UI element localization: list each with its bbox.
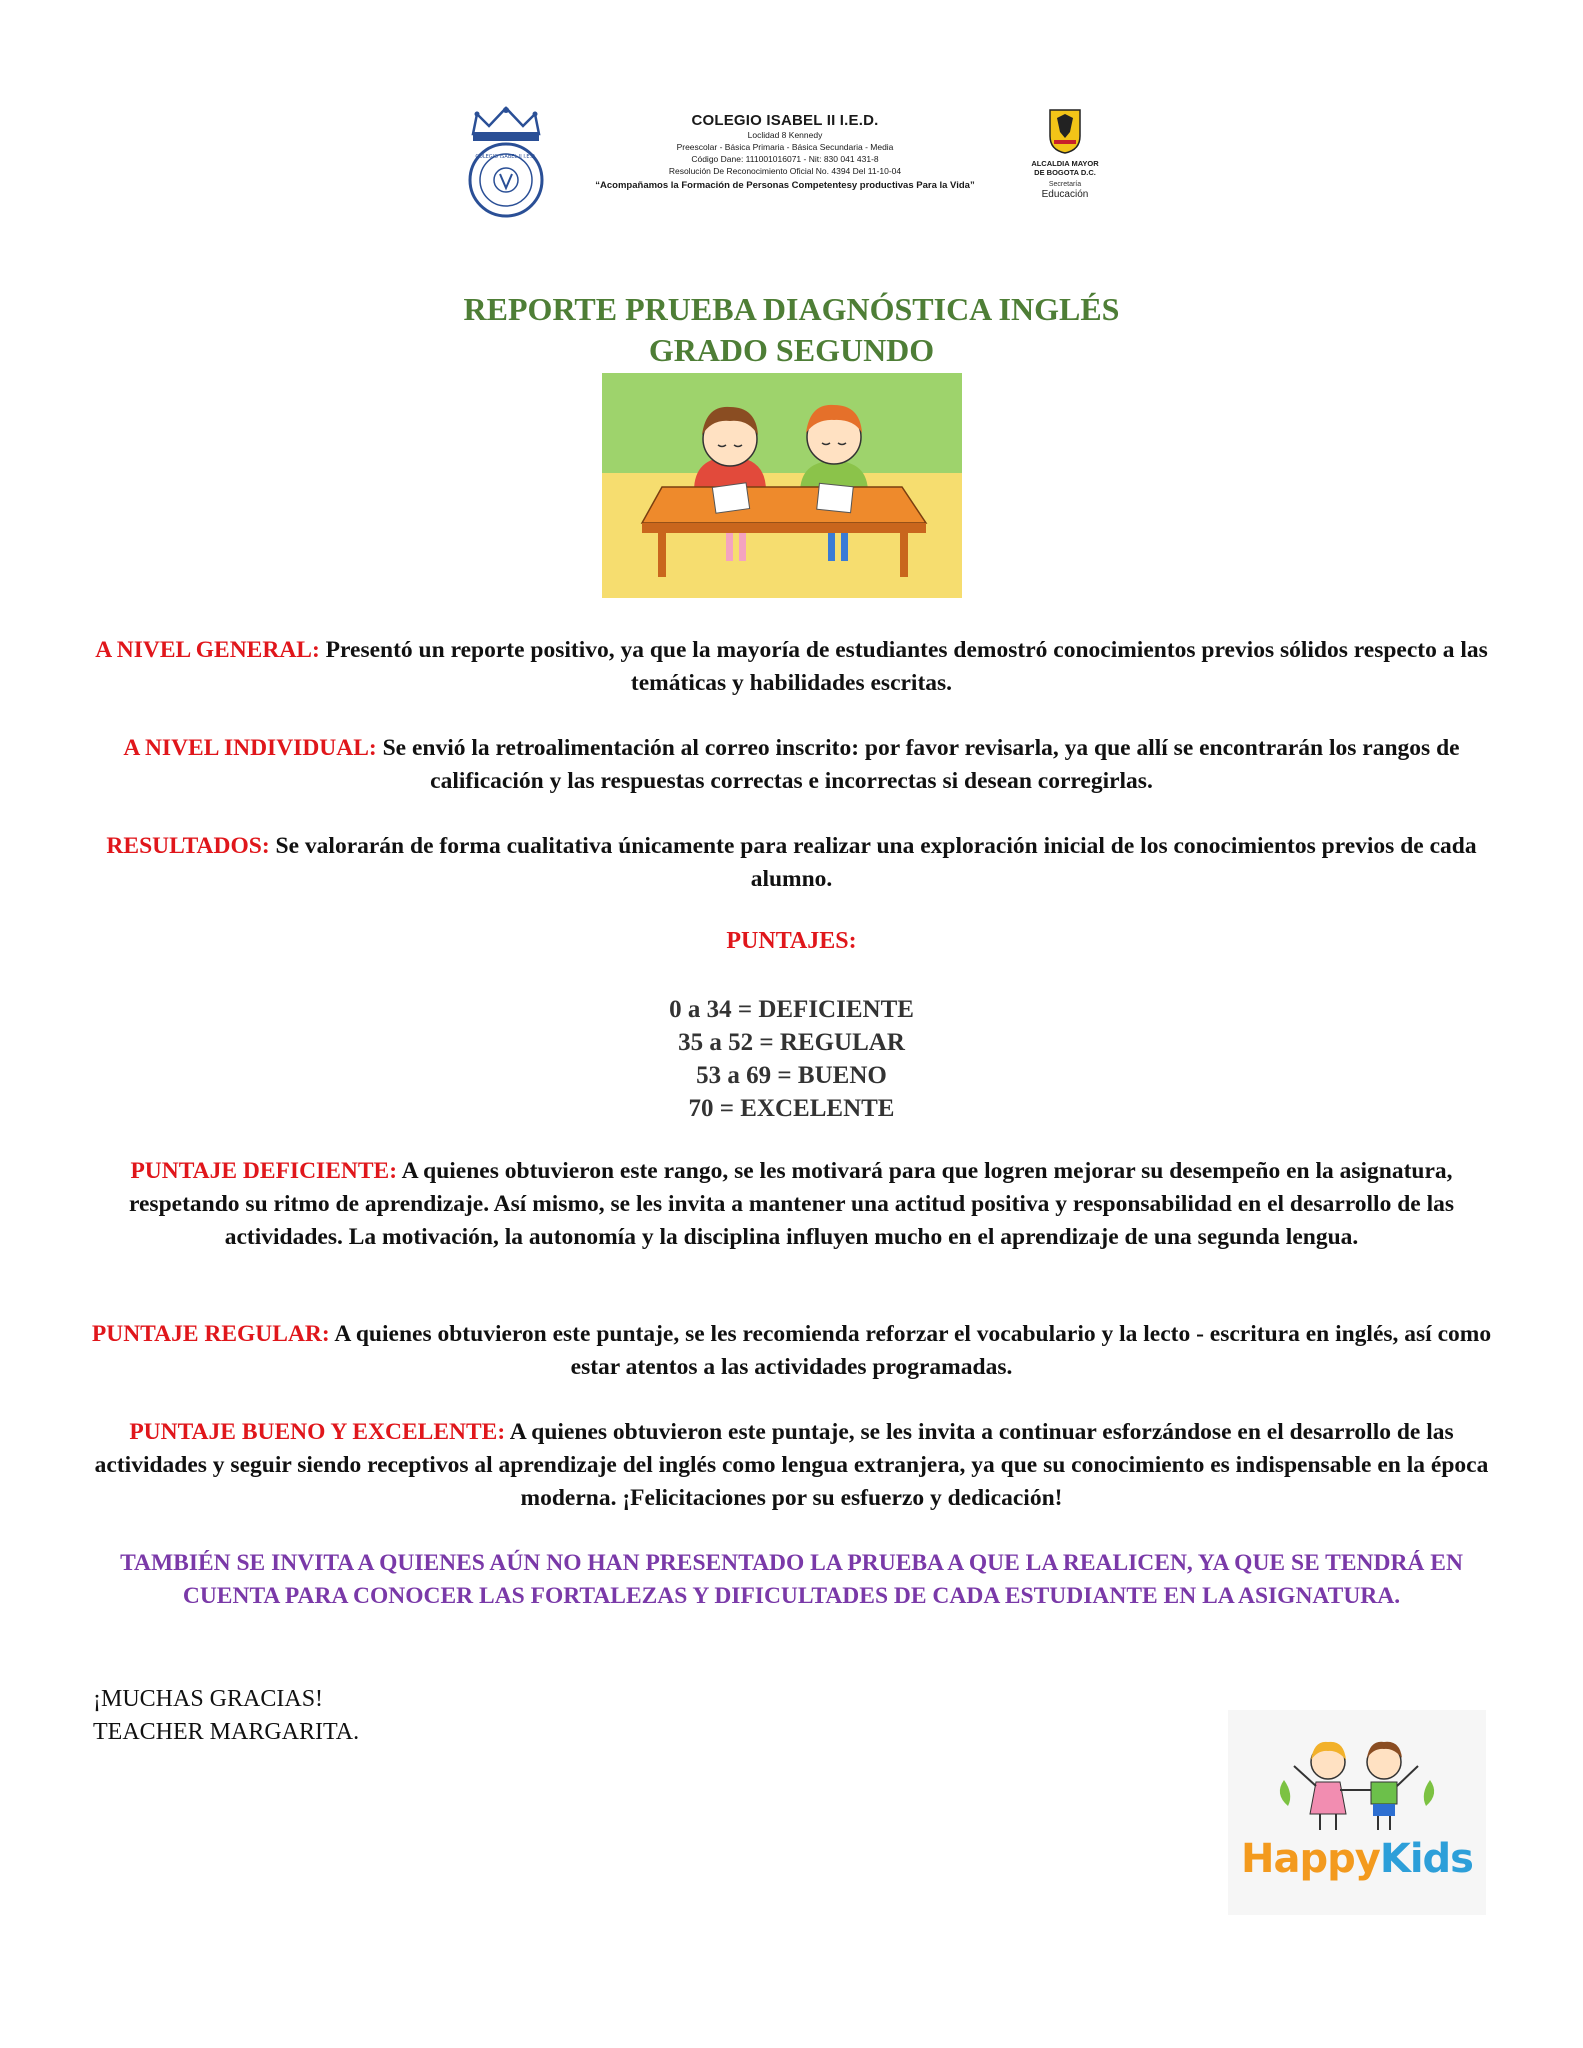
- teacher-signature: TEACHER MARGARITA.: [93, 1719, 360, 1745]
- bogota-educacion: Educación: [1041, 189, 1089, 200]
- pending-test-notice: TAMBIÉN SE INVITA A QUIENES AÚN NO HAN PRESENTADO LA PRUEBA A QUE LA REALICEN, YA QUE SE TENDRÁ EN CUENTA PARA CONOCER LAS FORTALEZAS Y DIFICULTADES DE CADA ESTUDIANTE EN LA ASIGNATURA.: [120, 1550, 1463, 1609]
- bogota-line-1: ALCALDIA MAYOR: [1031, 159, 1099, 168]
- results-text: Se valorarán de forma cualitativa únicamente para realizar una exploración inicial de los conocimientos previos de cada alumno.: [269, 833, 1477, 892]
- results-label: RESULTADOS:: [106, 833, 270, 859]
- happykids-kids-icon: [1228, 1710, 1486, 1840]
- individual-level-text: Se envió la retroalimentación al correo inscrito: por favor revisarla, ya que allí se encontrarán los rangos de calificación y las respuestas correctas e incorrectas si desean corregirlas.: [376, 735, 1460, 794]
- bogota-line-2: DE BOGOTA D.C.: [1034, 168, 1096, 177]
- page-subtitle: GRADO SEGUNDO: [648, 332, 935, 368]
- score-item-regular: 35 a 52 = REGULAR: [678, 1029, 905, 1056]
- crest-text: COLEGIO ISABEL II I.E.D.: [475, 154, 537, 160]
- regular-text: A quienes obtuvieron este puntaje, se les recomienda reforzar el vocabulario y la lecto - escritura en inglés, así como estar atentos a las actividades programadas.: [329, 1321, 1492, 1380]
- score-item-excelente: 70 = EXCELENTE: [688, 1095, 895, 1122]
- scores-list: [0, 993, 1583, 1125]
- individual-level-paragraph: [90, 732, 1493, 798]
- deficient-paragraph: [90, 1155, 1493, 1254]
- happykids-logo: [1228, 1710, 1486, 1915]
- bogota-shield-icon: [1048, 108, 1082, 154]
- happykids-wordmark: [1228, 1836, 1486, 1882]
- page-title: REPORTE PRUEBA DIAGNÓSTICA INGLÉS: [463, 291, 1120, 327]
- school-info: [575, 112, 995, 191]
- good-excellent-paragraph: [90, 1416, 1493, 1515]
- score-item-deficiente: 0 a 34 = DEFICIENTE: [669, 996, 914, 1023]
- students-writing-illustration: [602, 373, 962, 598]
- closing-thanks: ¡MUCHAS GRACIAS!: [93, 1686, 324, 1712]
- scores-heading: PUNTAJES:: [726, 928, 857, 954]
- general-level-paragraph: [90, 634, 1493, 700]
- results-paragraph: [90, 830, 1493, 896]
- school-levels: Preescolar - Básica Primaria - Básica Secundaria - Media: [676, 142, 894, 152]
- score-item-bueno: 53 a 69 = BUENO: [696, 1062, 887, 1089]
- general-level-text: Presentó un reporte positivo, ya que la mayoría de estudiantes demostró conocimientos previos sólidos respecto a las temáticas y habilidades escritas.: [319, 637, 1488, 696]
- regular-label: PUNTAJE REGULAR:: [91, 1321, 330, 1347]
- regular-paragraph: [90, 1318, 1493, 1384]
- happykids-happy: Happy: [1241, 1836, 1380, 1882]
- school-codes: Código Dane: 111001016071 - Nit: 830 041 431-8: [691, 154, 879, 164]
- happykids-kids: Kids: [1379, 1836, 1473, 1882]
- school-motto: “Acompañamos la Formación de Personas Competentesy productivas Para la Vida”: [595, 180, 975, 191]
- bogota-logo: [1025, 108, 1105, 201]
- bogota-secretaria: Secretaría: [1048, 181, 1082, 188]
- school-resolution: Resolución De Reconocimiento Oficial No. 4394 Del 11-10-04: [668, 166, 902, 176]
- individual-level-label: A NIVEL INDIVIDUAL:: [123, 735, 377, 761]
- good-excellent-text: A quienes obtuvieron este puntaje, se les invita a continuar esforzándose en el desarrollo de las actividades y seguir siendo receptivos al aprendizaje del inglés como lengua extranjera, ya que su conocimiento es indispensable en la época moderna. ¡Felicitaciones por su esfuerzo y dedicación!: [94, 1419, 1489, 1511]
- deficient-label: PUNTAJE DEFICIENTE:: [130, 1158, 398, 1184]
- general-level-label: A NIVEL GENERAL:: [95, 637, 320, 663]
- deficient-text: A quienes obtuvieron este rango, se les motivará para que logren mejorar su desempeño en la asignatura, respetando su ritmo de aprendizaje. Así mismo, se les invita a mantener una actitud positiva y responsabilidad en el desarrollo de las actividades. La motivación, la autonomía y la disciplina influyen mucho en el aprendizaje de una segunda lengua.: [129, 1158, 1454, 1250]
- good-excellent-label: PUNTAJE BUENO Y EXCELENTE:: [129, 1419, 506, 1445]
- school-locality: Loclidad 8 Kennedy: [747, 130, 823, 140]
- school-crest-logo: [465, 104, 547, 220]
- school-name: COLEGIO ISABEL II I.E.D.: [691, 112, 879, 129]
- closing-block: [93, 1683, 359, 1749]
- letterhead: [465, 100, 1105, 225]
